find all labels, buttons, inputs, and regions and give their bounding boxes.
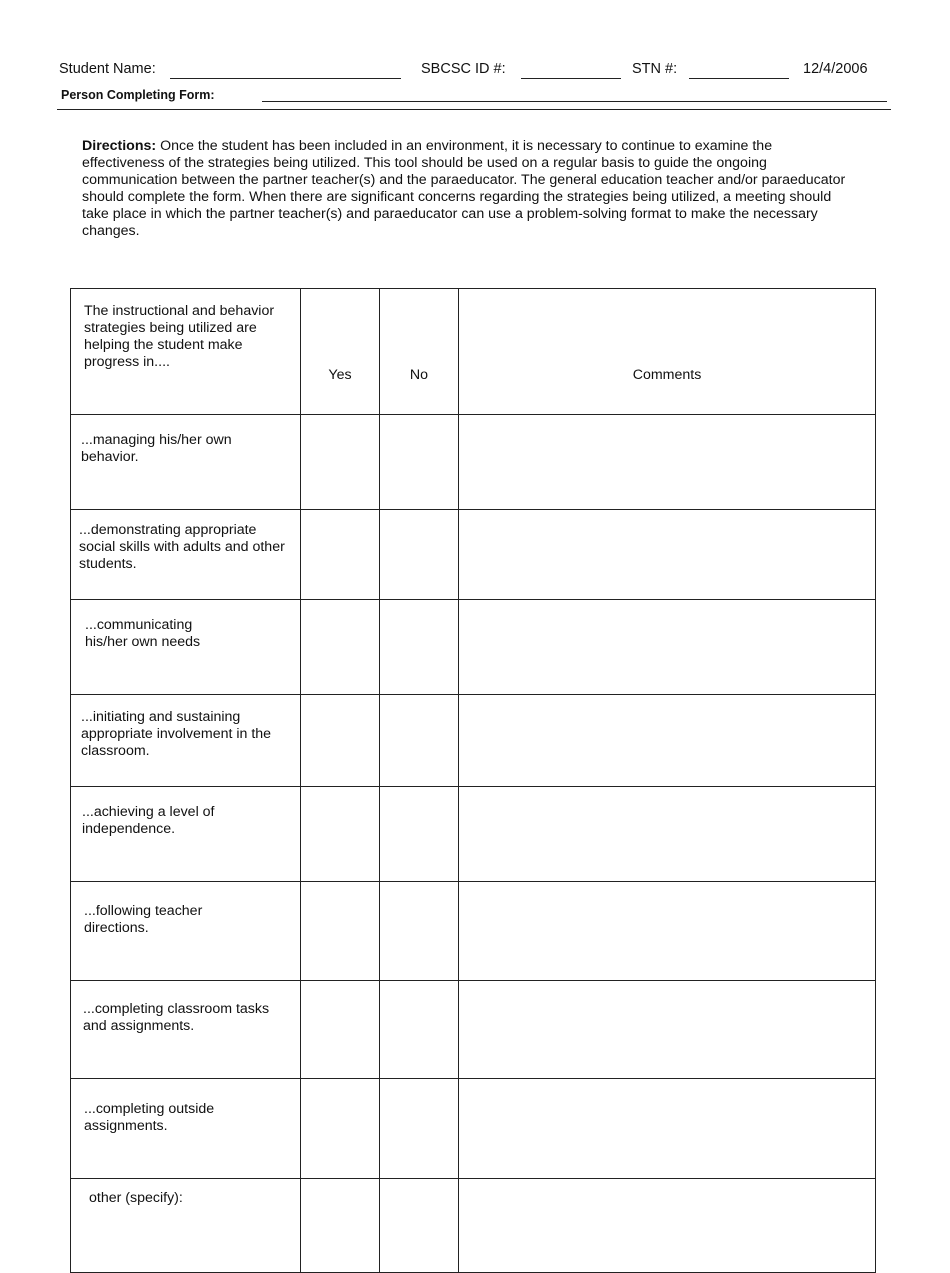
comments-cell[interactable]	[459, 1179, 876, 1273]
comments-cell[interactable]	[459, 1079, 876, 1179]
criterion-label-other: other (specify):	[71, 1179, 301, 1273]
yes-column-header: Yes	[301, 289, 380, 415]
table-row	[71, 695, 876, 787]
no-column-header: No	[380, 289, 459, 415]
no-cell[interactable]	[380, 695, 459, 787]
criterion-label: ...demonstrating appropriate social skills with adults and other students.	[71, 510, 301, 600]
table-row	[71, 882, 876, 981]
sbcsc-id-label: SBCSC ID #:	[421, 61, 506, 77]
table-row	[71, 1079, 876, 1179]
header-divider	[57, 109, 891, 110]
yes-cell[interactable]	[301, 695, 380, 787]
no-cell[interactable]	[380, 882, 459, 981]
comments-cell[interactable]	[459, 981, 876, 1079]
no-cell[interactable]	[380, 1179, 459, 1273]
form-date: 12/4/2006	[803, 61, 868, 77]
criterion-label: ...managing his/her own behavior.	[71, 415, 301, 510]
no-cell[interactable]	[380, 787, 459, 882]
criterion-label: ...communicating his/her own needs	[71, 600, 301, 695]
yes-cell[interactable]	[301, 981, 380, 1079]
no-cell[interactable]	[380, 1079, 459, 1179]
comments-cell[interactable]	[459, 600, 876, 695]
no-cell[interactable]	[380, 981, 459, 1079]
criterion-label: ...initiating and sustaining appropriate involvement in the classroom.	[71, 695, 301, 787]
no-cell[interactable]	[380, 510, 459, 600]
comments-cell[interactable]	[459, 510, 876, 600]
table-header-row	[71, 289, 876, 415]
table-row	[71, 981, 876, 1079]
no-cell[interactable]	[380, 415, 459, 510]
yes-cell[interactable]	[301, 1079, 380, 1179]
criterion-label: ...following teacher directions.	[71, 882, 301, 981]
table-row	[71, 787, 876, 882]
comments-cell[interactable]	[459, 882, 876, 981]
criterion-label: ...achieving a level of independence.	[71, 787, 301, 882]
student-name-field[interactable]	[170, 78, 401, 79]
directions-paragraph	[82, 138, 857, 240]
yes-cell[interactable]	[301, 415, 380, 510]
table-row	[71, 600, 876, 695]
sbcsc-id-field[interactable]	[521, 78, 621, 79]
directions-label: Directions:	[82, 138, 157, 154]
person-completing-field[interactable]	[262, 101, 887, 102]
yes-cell[interactable]	[301, 882, 380, 981]
student-name-label: Student Name:	[59, 61, 156, 77]
comments-cell[interactable]	[459, 695, 876, 787]
comments-cell[interactable]	[459, 787, 876, 882]
table-row	[71, 1179, 876, 1273]
person-completing-label: Person Completing Form:	[61, 88, 215, 102]
yes-cell[interactable]	[301, 600, 380, 695]
table-row	[71, 510, 876, 600]
comments-cell[interactable]	[459, 415, 876, 510]
no-cell[interactable]	[380, 600, 459, 695]
yes-cell[interactable]	[301, 1179, 380, 1273]
criterion-label: ...completing outside assignments.	[71, 1079, 301, 1179]
criterion-label: ...completing classroom tasks and assignments.	[71, 981, 301, 1079]
directions-text: Once the student has been included in an environment, it is necessary to continue to examine the effectiveness of the strategies being utilized. This tool should be used on a regular basis to guide the ongoing communication between the partner teacher(s) and the paraeducator. The general education teacher and/or paraeducator should complete the form. When there are significant concerns regarding the strategies being utilized, a meeting should take place in which the partner teacher(s) and paraeducator can use a problem-solving format to make the necessary changes.	[82, 138, 846, 239]
table-row	[71, 415, 876, 510]
evaluation-table	[70, 288, 876, 1273]
comments-column-header: Comments	[459, 289, 876, 415]
yes-cell[interactable]	[301, 510, 380, 600]
stn-label: STN #:	[632, 61, 678, 77]
lead-statement: The instructional and behavior strategies being utilized are helping the student make progress in....	[71, 289, 301, 415]
yes-cell[interactable]	[301, 787, 380, 882]
stn-field[interactable]	[689, 78, 789, 79]
